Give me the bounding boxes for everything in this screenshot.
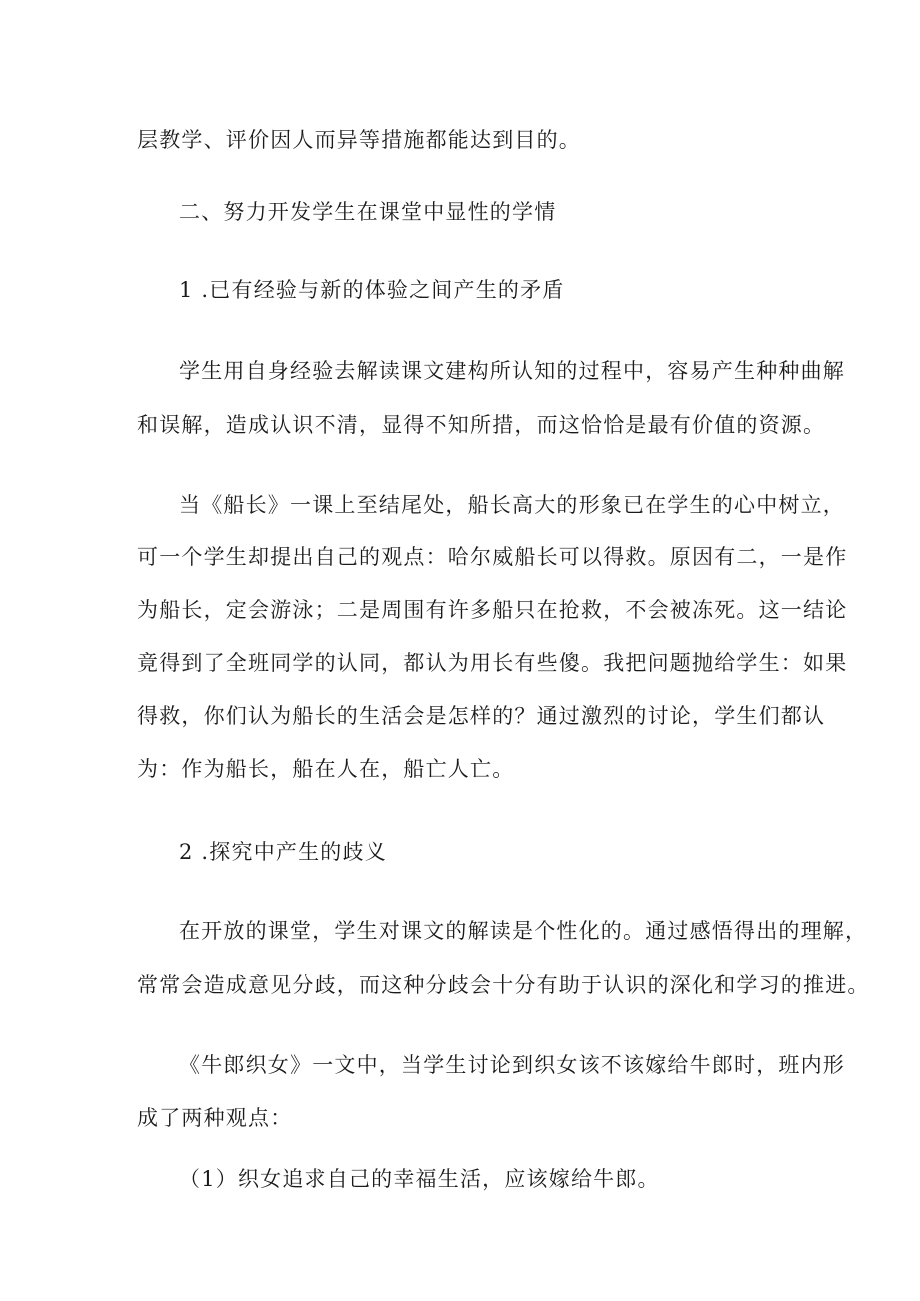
paragraph-line: 成了两种观点：	[137, 1106, 293, 1130]
section-heading: 二、努力开发学生在课堂中显性的学情	[179, 200, 557, 224]
subsection-heading-1: 1 .已有经验与新的体验之间产生的矛盾	[179, 278, 565, 302]
list-item: （1）织女追求自己的幸福生活，应该嫁给牛郎。	[179, 1167, 660, 1191]
paragraph-line: 层教学、评价因人而异等措施都能达到目的。	[137, 128, 581, 152]
paragraph-line: 为：作为船长，船在人在，船亡人亡。	[137, 757, 515, 781]
paragraph-line: 当《船长》一课上至结尾处，船长高大的形象已在学生的心中树立，	[179, 493, 845, 517]
paragraph-line: 《牛郎织女》一文中，当学生讨论到织女该不该嫁给牛郎时，班内形	[179, 1053, 845, 1077]
subsection-heading-2: 2 .探究中产生的歧义	[179, 840, 387, 864]
paragraph-line: 得救，你们认为船长的生活会是怎样的？通过激烈的讨论，学生们都认	[137, 704, 826, 728]
paragraph-line: 为船长，定会游泳；二是周围有许多船只在抢救，不会被冻死。这一结论	[137, 598, 848, 622]
paragraph-line: 学生用自身经验去解读课文建构所认知的过程中，容易产生种种曲解	[179, 359, 845, 383]
paragraph-line: 在开放的课堂，学生对课文的解读是个性化的。通过感悟得出的理解，	[179, 919, 868, 943]
paragraph-line: 竟得到了全班同学的认同，都认为用长有些傻。我把问题抛给学生：如果	[137, 651, 848, 675]
paragraph-line: 常常会造成意见分歧，而这种分歧会十分有助于认识的深化和学习的推进。	[137, 973, 870, 997]
paragraph-line: 可一个学生却提出自己的观点：哈尔威船长可以得救。原因有二，一是作	[137, 545, 848, 569]
paragraph-line: 和误解，造成认识不清，显得不知所措，而这恰恰是最有价值的资源。	[137, 413, 826, 437]
